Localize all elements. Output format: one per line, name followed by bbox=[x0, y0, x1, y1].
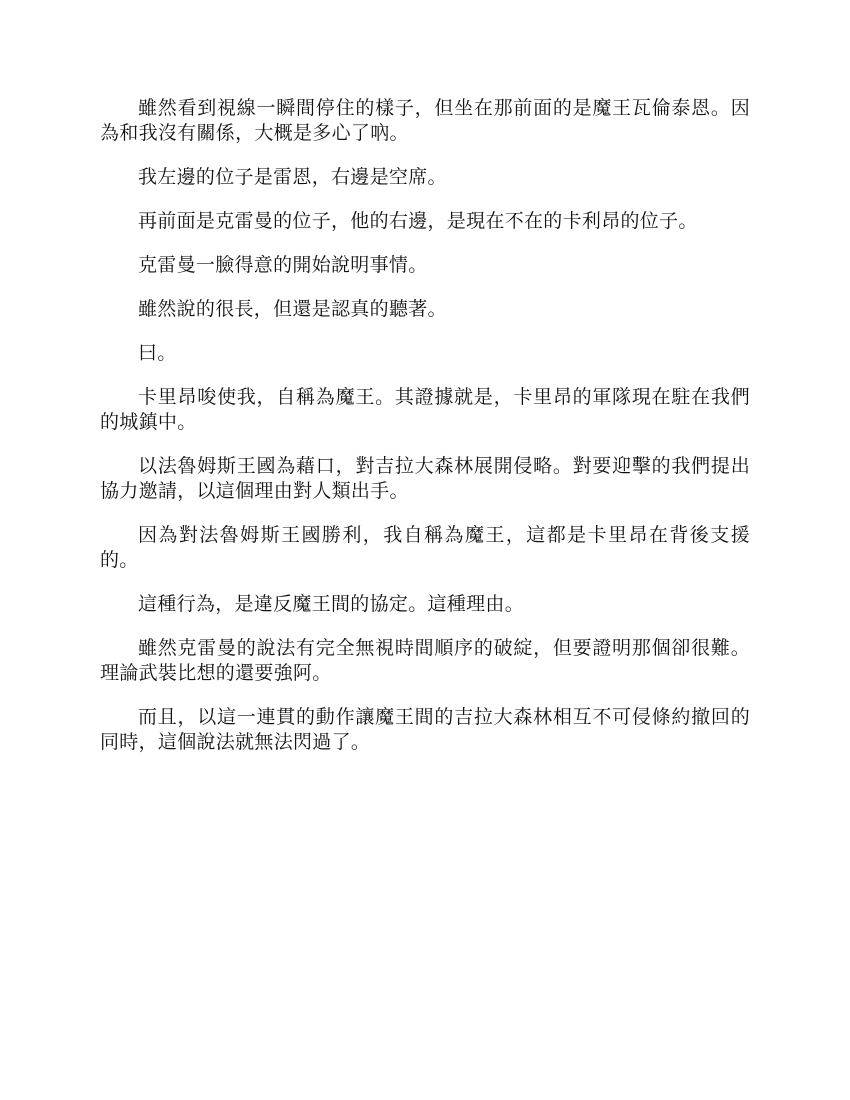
paragraph: 我左邊的位子是雷恩，右邊是空席。 bbox=[138, 166, 447, 188]
paragraph: 曰。 bbox=[138, 342, 177, 364]
paragraph: 以法魯姆斯王國為藉口，對吉拉大森林展開侵略。對要迎擊的我們提出協力邀請，以這個理由對人類出手。 bbox=[100, 455, 750, 502]
paragraph: 卡里昂唆使我，自稱為魔王。其證據就是，卡里昂的軍隊現在駐在我們的城鎮中。 bbox=[100, 386, 750, 433]
paragraph: 再前面是克雷曼的位子，他的右邊，是現在不在的卡利昂的位子。 bbox=[138, 210, 698, 232]
paragraph: 這種行為，是違反魔王間的協定。這種理由。 bbox=[138, 593, 525, 615]
paragraph: 因為對法魯姆斯王國勝利，我自稱為魔王，這都是卡里昂在背後支援的。 bbox=[100, 524, 750, 571]
paragraph: 雖然看到視線一瞬間停住的樣子，但坐在那前面的是魔王瓦倫泰恩。因為和我沒有關係，大概是多心了吶。 bbox=[100, 97, 750, 144]
paragraph: 雖然說的很長，但還是認真的聽著。 bbox=[138, 298, 447, 320]
paragraph: 雖然克雷曼的說法有完全無視時間順序的破綻，但要證明那個卻很難。理論武裝比想的還要強阿。 bbox=[100, 637, 750, 684]
paragraph: 而且，以這一連貫的動作讓魔王間的吉拉大森林相互不可侵條約撤回的同時，這個說法就無法閃過了。 bbox=[100, 706, 750, 753]
paragraph: 克雷曼一臉得意的開始說明事情。 bbox=[138, 254, 428, 276]
document-body bbox=[100, 96, 750, 774]
